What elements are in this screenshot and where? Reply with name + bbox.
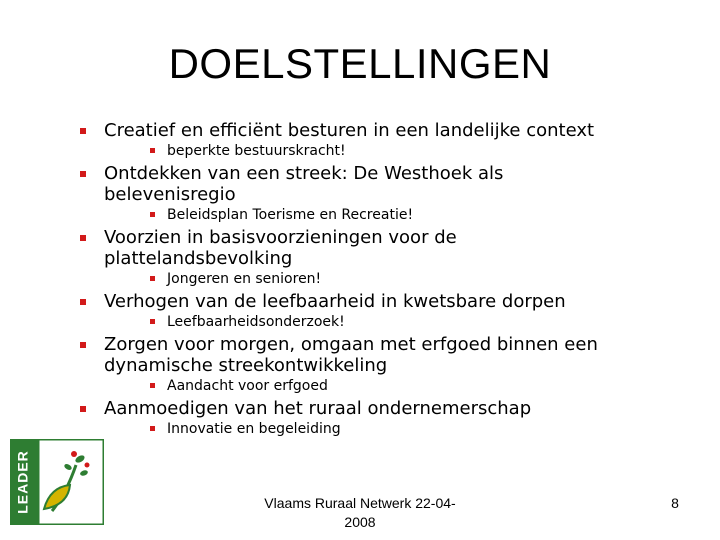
bullet-text: Zorgen voor morgen, omgaan met erfgoed binnen een dynamische streekontwikkeling: [104, 334, 598, 376]
bullet-marker-icon: [80, 171, 86, 177]
bullet-marker-icon: [80, 128, 86, 134]
bullet-item: [80, 163, 680, 205]
sub-bullet-marker-icon: [150, 383, 155, 388]
sub-bullet-text: Leefbaarheidsonderzoek!: [167, 314, 345, 330]
bullet-marker-icon: [80, 235, 86, 241]
sub-bullet-text: beperkte bestuurskracht!: [167, 143, 346, 159]
bullet-list: [80, 120, 680, 438]
leader-logo-icon: [10, 439, 104, 525]
sub-bullet-item: [150, 313, 680, 331]
page-number: 8: [671, 495, 679, 511]
bullet-item: [80, 291, 680, 312]
sub-bullet-marker-icon: [150, 148, 155, 153]
sub-bullet-item: [150, 420, 680, 438]
bullet-text: Verhogen van de leefbaarheid in kwetsbare dorpen: [104, 291, 566, 312]
sub-bullet-item: [150, 377, 680, 395]
bullet-text: Voorzien in basisvoorzieningen voor de plattelandsbevolking: [104, 227, 457, 269]
svg-text:LEADER: LEADER: [14, 450, 31, 514]
slide-title: DOELSTELLINGEN: [168, 40, 552, 87]
bullet-item: [80, 120, 680, 141]
bullet-text: Aanmoedigen van het ruraal ondernemerschap: [104, 398, 532, 419]
sub-bullet-item: [150, 270, 680, 288]
bullet-marker-icon: [80, 406, 86, 412]
sub-bullet-item: [150, 206, 680, 224]
bullet-text: Ontdekken van een streek: De Westhoek als belevenisregio: [104, 163, 504, 205]
sub-bullet-text: Innovatie en begeleiding: [167, 421, 341, 437]
bullet-item: [80, 227, 680, 269]
bullet-marker-icon: [80, 299, 86, 305]
sub-bullet-marker-icon: [150, 276, 155, 281]
sub-bullet-marker-icon: [150, 319, 155, 324]
sub-bullet-text: Aandacht voor erfgoed: [167, 378, 328, 394]
sub-bullet-item: [150, 142, 680, 160]
slide-footer: Vlaams Ruraal Netwerk 22-04-2008: [264, 495, 456, 530]
sub-bullet-text: Jongeren en senioren!: [167, 271, 322, 287]
bullet-item: [80, 334, 680, 376]
bullet-text: Creatief en efficiënt besturen in een landelijke context: [104, 120, 595, 141]
bullet-marker-icon: [80, 342, 86, 348]
sub-bullet-marker-icon: [150, 426, 155, 431]
sub-bullet-text: Beleidsplan Toerisme en Recreatie!: [167, 207, 414, 223]
sub-bullet-marker-icon: [150, 212, 155, 217]
bullet-item: [80, 398, 680, 419]
